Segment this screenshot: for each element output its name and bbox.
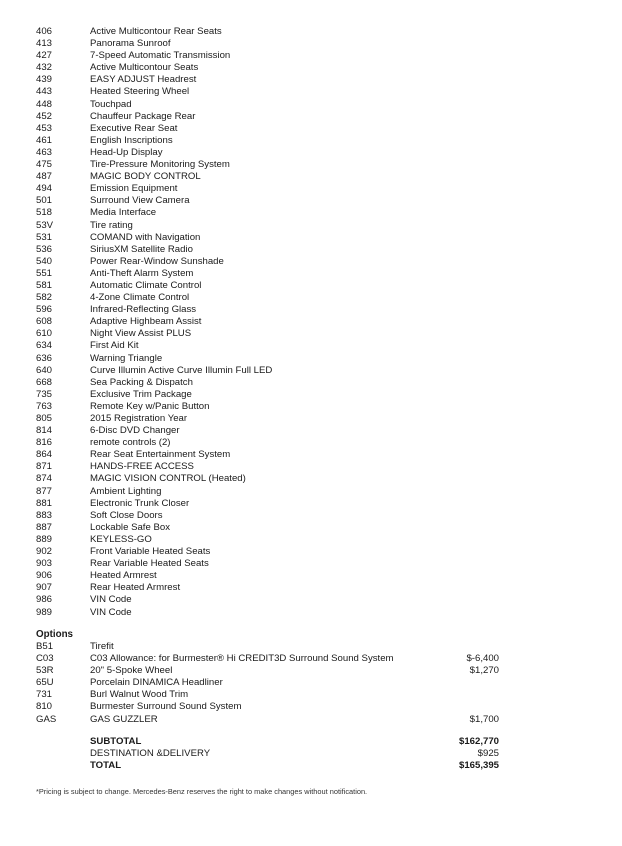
equipment-description: Rear Seat Entertainment System — [90, 449, 231, 461]
equipment-row — [36, 534, 506, 546]
equipment-code: 610 — [36, 328, 53, 340]
pricing-footnote: *Pricing is subject to change. Mercedes-Benz reserves the right to make changes without notification. — [36, 787, 368, 796]
equipment-code: 518 — [36, 207, 53, 219]
equipment-row — [36, 413, 506, 425]
equipment-description: Tire rating — [90, 219, 133, 231]
equipment-code: 634 — [36, 340, 53, 352]
option-description: C03 Allowance: for Burmester® Hi CREDIT3D Surround Sound System — [90, 653, 394, 665]
equipment-description: 7-Speed Automatic Transmission — [90, 50, 231, 62]
option-price: $1,700 — [469, 713, 499, 725]
equipment-code: 986 — [36, 594, 53, 606]
equipment-row — [36, 195, 506, 207]
equipment-description: EASY ADJUST Headrest — [90, 74, 197, 86]
equipment-row — [36, 570, 506, 582]
equipment-code: 636 — [36, 352, 53, 364]
equipment-description: Soft Close Doors — [90, 509, 163, 521]
equipment-code: 608 — [36, 316, 53, 328]
option-code: 810 — [36, 701, 53, 713]
equipment-row — [36, 486, 506, 498]
option-description: Burmester Surround Sound System — [90, 701, 242, 713]
equipment-description: Panorama Sunroof — [90, 38, 171, 50]
equipment-description: Chauffeur Package Rear — [90, 110, 196, 122]
equipment-code: 871 — [36, 461, 53, 473]
equipment-row — [36, 256, 506, 268]
equipment-description: Emission Equipment — [90, 183, 178, 195]
equipment-code: 877 — [36, 485, 53, 497]
equipment-row — [36, 304, 506, 316]
equipment-row — [36, 437, 506, 449]
equipment-row — [36, 328, 506, 340]
equipment-row — [36, 316, 506, 328]
equipment-description: Infrared-Reflecting Glass — [90, 304, 197, 316]
option-row — [36, 665, 499, 677]
equipment-code: 887 — [36, 521, 53, 533]
equipment-code: 763 — [36, 400, 53, 412]
options-heading: Options — [36, 629, 74, 640]
equipment-code: 475 — [36, 159, 53, 171]
equipment-row — [36, 159, 506, 171]
equipment-code: 461 — [36, 134, 53, 146]
option-code: 65U — [36, 677, 54, 689]
equipment-description: MAGIC VISION CONTROL (Heated) — [90, 473, 246, 485]
equipment-code: 883 — [36, 509, 53, 521]
equipment-row — [36, 365, 506, 377]
equipment-code: 531 — [36, 231, 53, 243]
equipment-row — [36, 546, 506, 558]
equipment-code: 432 — [36, 62, 53, 74]
equipment-code: 501 — [36, 195, 53, 207]
equipment-description: HANDS-FREE ACCESS — [90, 461, 194, 473]
equipment-row — [36, 401, 506, 413]
equipment-description: MAGIC BODY CONTROL — [90, 171, 201, 183]
equipment-row — [36, 220, 506, 232]
option-row — [36, 689, 499, 701]
equipment-row — [36, 473, 506, 485]
equipment-description: Curve Illumin Active Curve Illumin Full LED — [90, 364, 273, 376]
equipment-row — [36, 280, 506, 292]
destination-label: DESTINATION &DELIVERY — [90, 748, 211, 760]
equipment-row — [36, 498, 506, 510]
total-label: TOTAL — [90, 760, 122, 772]
equipment-description: remote controls (2) — [90, 437, 171, 449]
option-description: Porcelain DINAMICA Headliner — [90, 677, 223, 689]
equipment-description: Tire-Pressure Monitoring System — [90, 159, 230, 171]
equipment-code: 907 — [36, 582, 53, 594]
standard-equipment-list — [36, 26, 506, 619]
equipment-description: Head-Up Display — [90, 146, 163, 158]
equipment-row — [36, 425, 506, 437]
equipment-description: Lockable Safe Box — [90, 521, 171, 533]
totals-block — [90, 736, 499, 772]
equipment-code: 640 — [36, 364, 53, 376]
subtotal-value: $162,770 — [458, 736, 499, 747]
equipment-description: Warning Triangle — [90, 352, 163, 364]
equipment-row — [36, 232, 506, 244]
total-value: $165,395 — [458, 760, 499, 772]
equipment-description: Heated Steering Wheel — [90, 86, 190, 98]
equipment-code: 596 — [36, 304, 53, 316]
equipment-description: 6-Disc DVD Changer — [90, 425, 180, 437]
equipment-code: 814 — [36, 425, 53, 437]
equipment-row — [36, 377, 506, 389]
subtotal-label: SUBTOTAL — [90, 736, 142, 747]
equipment-row — [36, 389, 506, 401]
equipment-row — [36, 449, 506, 461]
equipment-code: 536 — [36, 243, 53, 255]
equipment-code: 413 — [36, 38, 53, 50]
equipment-row — [36, 340, 506, 352]
equipment-code: 439 — [36, 74, 53, 86]
equipment-row — [36, 582, 506, 594]
equipment-code: 881 — [36, 497, 53, 509]
equipment-row — [36, 99, 506, 111]
equipment-code: 463 — [36, 146, 53, 158]
destination-value: $925 — [477, 748, 499, 760]
equipment-description: Heated Armrest — [90, 570, 157, 582]
option-price: $1,270 — [469, 665, 499, 677]
equipment-row — [36, 207, 506, 219]
equipment-description: Media Interface — [90, 207, 157, 219]
equipment-code: 453 — [36, 122, 53, 134]
equipment-code: 452 — [36, 110, 53, 122]
equipment-row — [36, 111, 506, 123]
equipment-row — [36, 86, 506, 98]
equipment-row — [36, 123, 506, 135]
equipment-description: 2015 Registration Year — [90, 413, 188, 424]
equipment-description: Power Rear-Window Sunshade — [90, 255, 224, 267]
options-list — [36, 641, 499, 726]
equipment-row — [36, 353, 506, 365]
option-description: Burl Walnut Wood Trim — [90, 689, 189, 701]
equipment-description: Sea Packing & Dispatch — [90, 376, 193, 388]
equipment-description: 4-Zone Climate Control — [90, 292, 190, 304]
equipment-description: First Aid Kit — [90, 340, 139, 352]
equipment-code: 902 — [36, 546, 53, 558]
equipment-description: Front Variable Heated Seats — [90, 546, 211, 558]
option-price: $-6,400 — [466, 653, 499, 665]
equipment-row — [36, 135, 506, 147]
equipment-description: Rear Heated Armrest — [90, 582, 181, 594]
option-code: 53R — [36, 665, 54, 677]
equipment-row — [36, 50, 506, 62]
equipment-description: Automatic Climate Control — [90, 279, 202, 291]
equipment-row — [36, 147, 506, 159]
option-description: 20" 5-Spoke Wheel — [90, 665, 173, 677]
equipment-row — [36, 171, 506, 183]
option-code: B51 — [36, 641, 54, 652]
equipment-row — [36, 183, 506, 195]
equipment-code: 406 — [36, 26, 53, 37]
equipment-description: COMAND with Navigation — [90, 231, 201, 243]
equipment-row — [36, 244, 506, 256]
equipment-description: VIN Code — [90, 594, 132, 606]
equipment-description: Ambient Lighting — [90, 485, 162, 497]
equipment-description: Executive Rear Seat — [90, 122, 178, 134]
subtotal-row — [90, 736, 499, 748]
equipment-description: Active Multicontour Seats — [90, 62, 199, 74]
equipment-description: Surround View Camera — [90, 195, 190, 207]
equipment-description: KEYLESS-GO — [90, 533, 152, 545]
equipment-description: Rear Variable Heated Seats — [90, 558, 209, 570]
equipment-row — [36, 461, 506, 473]
equipment-code: 735 — [36, 388, 53, 400]
equipment-row — [36, 594, 506, 606]
option-row — [36, 677, 499, 689]
option-code: 731 — [36, 689, 53, 701]
option-code: GAS — [36, 713, 57, 725]
destination-row — [90, 748, 499, 760]
option-row — [36, 701, 499, 713]
equipment-row — [36, 292, 506, 304]
equipment-code: 874 — [36, 473, 53, 485]
equipment-description: Night View Assist PLUS — [90, 328, 192, 340]
option-code: C03 — [36, 653, 54, 665]
equipment-description: Adaptive Highbeam Assist — [90, 316, 202, 328]
total-row — [90, 760, 499, 772]
equipment-code: 494 — [36, 183, 53, 195]
equipment-description: Anti-Theft Alarm System — [90, 267, 194, 279]
equipment-row — [36, 558, 506, 570]
option-description: Tirefit — [90, 641, 114, 652]
equipment-code: 903 — [36, 558, 53, 570]
equipment-code: 889 — [36, 533, 53, 545]
equipment-code: 427 — [36, 50, 53, 62]
equipment-code: 448 — [36, 98, 53, 110]
equipment-code: 864 — [36, 449, 53, 461]
equipment-row — [36, 26, 506, 38]
option-description: GAS GUZZLER — [90, 713, 158, 725]
equipment-description: Touchpad — [90, 98, 132, 110]
equipment-description: Electronic Trunk Closer — [90, 497, 190, 509]
equipment-description: English Inscriptions — [90, 134, 173, 146]
equipment-code: 989 — [36, 606, 53, 618]
equipment-description: Exclusive Trim Package — [90, 388, 192, 400]
equipment-code: 816 — [36, 437, 53, 449]
equipment-row — [36, 510, 506, 522]
equipment-code: 581 — [36, 279, 53, 291]
option-row — [36, 641, 499, 653]
equipment-description: SiriusXM Satellite Radio — [90, 243, 193, 255]
option-row — [36, 653, 499, 665]
equipment-code: 443 — [36, 86, 53, 98]
equipment-row — [36, 74, 506, 86]
equipment-code: 582 — [36, 292, 53, 304]
equipment-description: VIN Code — [90, 606, 132, 618]
equipment-row — [36, 607, 506, 619]
equipment-code: 551 — [36, 267, 53, 279]
equipment-code: 906 — [36, 570, 53, 582]
equipment-row — [36, 522, 506, 534]
option-row — [36, 714, 499, 726]
equipment-code: 805 — [36, 413, 53, 424]
equipment-description: Active Multicontour Rear Seats — [90, 26, 222, 37]
equipment-row — [36, 268, 506, 280]
equipment-row — [36, 62, 506, 74]
equipment-code: 668 — [36, 376, 53, 388]
equipment-code: 487 — [36, 171, 53, 183]
equipment-description: Remote Key w/Panic Button — [90, 400, 210, 412]
equipment-code: 53V — [36, 219, 54, 231]
equipment-row — [36, 38, 506, 50]
equipment-code: 540 — [36, 255, 53, 267]
